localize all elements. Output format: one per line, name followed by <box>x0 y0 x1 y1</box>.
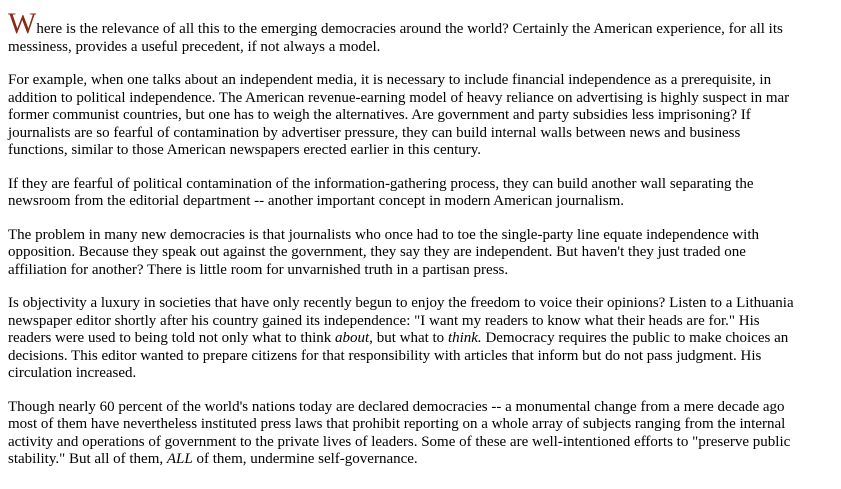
paragraph-2-line-2: addition to political independence. The American revenue-earning model of heavy reliance on advertising is highly suspect in mar <box>8 89 790 106</box>
emphasis-all: ALL <box>166 451 193 467</box>
paragraph-3-line-1: If they are fearful of political contamination of the information-gathering process, they can build another wall separating the <box>8 175 754 192</box>
paragraph-1-line-2: messiness, provides a useful precedent, if not always a model. <box>8 38 381 55</box>
paragraph-5-line-2: newspaper editor shortly after his country gained its independence: "I want my readers to know what their heads are for." His <box>8 312 760 329</box>
paragraph-6-line-1: Though nearly 60 percent of the world's nations today are declared democracies -- a monumental change from a mere decade ago <box>8 398 785 415</box>
paragraph-3-line-2: newsroom from the editorial department -- another important concept in modern American journalism. <box>8 193 625 209</box>
paragraph-4 <box>8 227 841 280</box>
paragraph-2-line-4: journalists are so fearful of contamination by advertiser pressure, they can build internal walls between news and business <box>8 124 741 141</box>
paragraph-1-line-1 <box>8 7 841 40</box>
paragraph-6-line-4-part-a: stability." But all of them, <box>8 451 167 467</box>
paragraph-6-line-4-part-b: of them, undermine self-governance. <box>192 451 418 467</box>
paragraph-2-line-5: functions, similar to those American newspapers erected earlier in this century. <box>8 142 482 158</box>
paragraph-1 <box>8 7 841 56</box>
emphasis-about: about, <box>335 330 373 346</box>
paragraph-5-line-3-part-b: but what to <box>372 330 448 346</box>
paragraph-1-line-1-text: here is the relevance of all this to the emerging democracies around the world? Certainly the American experience, for all its <box>36 21 783 37</box>
article-body <box>0 7 841 469</box>
paragraph-2-line-1: For example, when one talks about an independent media, it is necessary to include financial independence as a prerequisite, in <box>8 72 772 88</box>
paragraph-5-line-1: Is objectivity a luxury in societies that have only recently begun to enjoy the freedom to voice their opinions? Listen to a Lithuania <box>8 295 794 311</box>
paragraph-5-line-5: circulation increased. <box>8 365 137 381</box>
drop-cap: W <box>8 7 37 40</box>
paragraph-2 <box>8 72 841 160</box>
paragraph-3 <box>8 176 841 211</box>
paragraph-6 <box>8 399 841 469</box>
paragraph-6-line-4 <box>8 451 841 469</box>
paragraph-4-line-2: opposition. Because they speak out against the government, they say they are independent. But haven't they just traded one <box>8 244 746 260</box>
paragraph-5-line-3-part-a: readers were used to being told not only what to think <box>8 330 336 346</box>
paragraph-5-line-3-part-c: Democracy requires the public to make choices an <box>481 330 789 346</box>
paragraph-4-line-3: affiliation for another? There is little room for unvarnished truth in a partisan press. <box>8 261 509 278</box>
paragraph-5-line-4: decisions. This editor wanted to prepare citizens for that responsibility with articles that inform but do not pass judgment. His <box>8 347 762 364</box>
paragraph-5 <box>8 295 841 383</box>
paragraph-4-line-1: The problem in many new democracies is that journalists who once had to toe the single-party line equate independence with <box>8 226 760 243</box>
emphasis-think: think. <box>447 330 482 346</box>
paragraph-6-line-2: most of them have nevertheless instituted press laws that prohibit reporting on a whole array of subjects ranging from the internal <box>8 416 786 432</box>
paragraph-6-line-3: activity and operations of government to the private lives of leaders. Some of these are well-intentioned efforts to "preserve public <box>8 433 791 450</box>
paragraph-2-line-3: former communist countries, but one has to weigh the alternatives. Are government and party subsidies less imprisoning? If <box>8 107 751 123</box>
paragraph-5-line-3 <box>8 330 841 348</box>
